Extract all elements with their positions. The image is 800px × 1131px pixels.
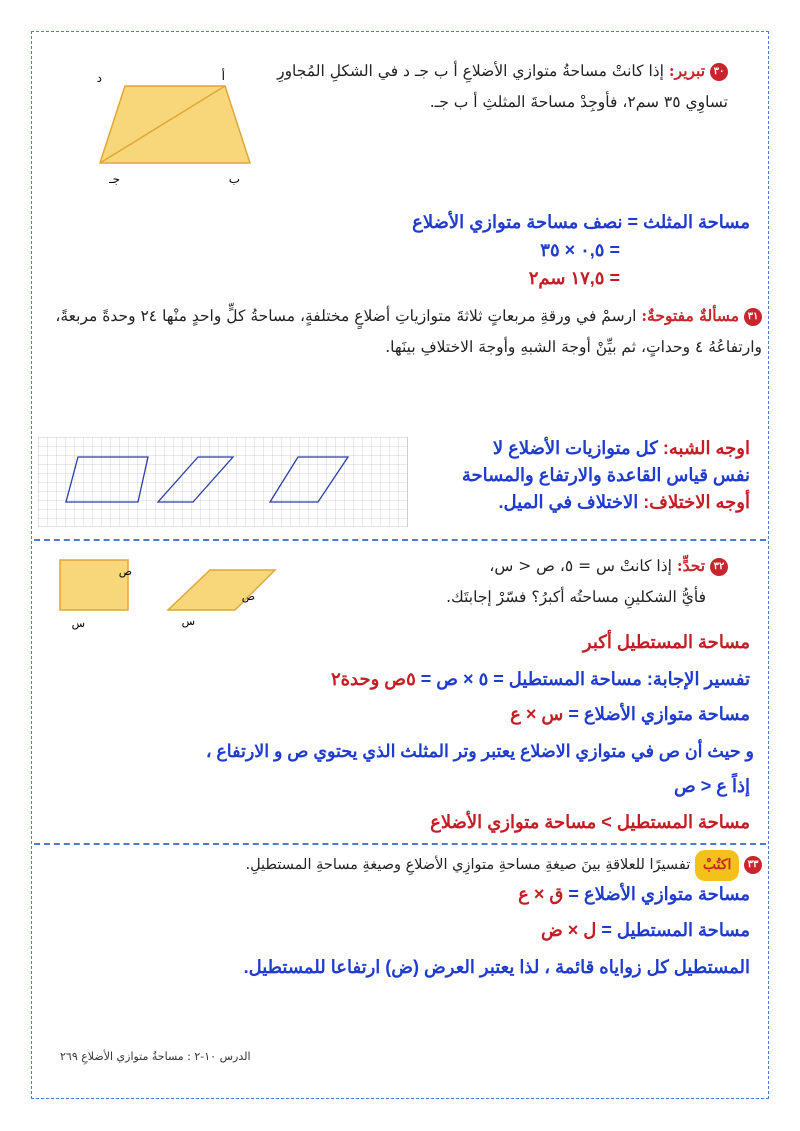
para-side-label: ص [241, 590, 255, 603]
question-text: إذا كانتْ مساحةُ متوازي الأضلاعِ أ ب جـ د في الشكلِ المُجاورِ تساوِي ٣٥ سم٢، فأوجِدْ مساحةَ المثلثِ أ ب جـ. [277, 62, 728, 111]
question-32 [368, 550, 728, 613]
question-number: ٣٠ [710, 63, 728, 81]
parallelogram-formula-label: مساحة متوازي الأضلاع = [568, 884, 750, 904]
vertex-label-a: أ [221, 69, 225, 83]
shapes-diagram [50, 555, 280, 630]
question-text-2: فأيُّ الشكلينِ مساحتُه أكبرُ؟ فسّرْ إجابتَك. [446, 588, 706, 606]
differences-text: الاختلاف في الميل. [498, 492, 639, 512]
question-32-line-1 [368, 550, 728, 582]
answer-30-line-3: = ١٧,٥ سم٢ [528, 268, 620, 288]
parallelogram-shape [168, 570, 275, 610]
separator-1 [34, 539, 766, 541]
question-number: ٣١ [744, 308, 762, 326]
answer-33-line-1 [518, 884, 750, 905]
answer-31-line-2: نفس قياس القاعدة والارتفاع والمساحة [461, 465, 750, 485]
question-30 [258, 55, 728, 118]
answer-32-line-6: مساحة المستطيل > مساحة متوازي الأضلاع [430, 812, 750, 832]
question-31 [42, 300, 762, 363]
parallelogram-shape [100, 86, 250, 163]
answer-32-line-5: إذاً ع < ص [673, 776, 750, 796]
para-base-label: س [181, 615, 195, 628]
separator-2 [34, 843, 766, 845]
question-title: تبرير: [668, 61, 706, 80]
answer-33-line-2 [541, 920, 750, 941]
question-number: ٣٣ [744, 856, 762, 874]
answer-32-line-3 [510, 704, 750, 725]
graph-paper [38, 437, 408, 527]
rect-side-label: ص [118, 565, 132, 578]
parallelogram-formula: ق × ع [518, 884, 564, 904]
answer-32-line-4: و حيث أن ص في متوازي الاضلاع يعتبر وتر المثلث الذي يحتوي ص و الارتفاع ، [205, 741, 754, 761]
question-text: تفسيرًا للعلاقةِ بينَ صيغةِ مساحةِ متوازِي الأضلاعِ وصيغةِ مساحةِ المستطيلِ. [245, 857, 691, 873]
parallelogram-area-label: مساحة متوازي الأضلاع = [568, 704, 750, 724]
rectangle-formula: ل × ض [540, 920, 597, 940]
question-number: ٣٢ [710, 558, 728, 576]
question-33 [42, 850, 762, 881]
answer-31-differences [498, 492, 750, 513]
answer-33-line-3: المستطيل كل زواياه قائمة ، لذا يعتبر العرض (ض) ارتفاعا للمستطيل. [243, 957, 750, 977]
similarities-text: كل متوازيات الأضلاع لا [492, 438, 658, 458]
answer-32-line-1: مساحة المستطيل أكبر [582, 632, 750, 652]
answer-30-line-1: مساحة المثلث = نصف مساحة متوازي الأضلاع [412, 212, 750, 232]
parallelogram-diagram [80, 68, 270, 188]
similarities-label: اوجه الشبه: [662, 438, 750, 458]
parallelogram-area-formula: س × ع [510, 704, 564, 724]
question-text-1: إذا كانتْ س = ٥، ص < س، [489, 557, 672, 575]
rect-base-label: س [71, 617, 85, 630]
rectangle-formula-label: مساحة المستطيل = [601, 920, 750, 940]
differences-label: أوجه الاختلاف: [643, 492, 750, 512]
answer-30-line-2: = ٠,٥ × ٣٥ [540, 240, 620, 260]
explanation-text: تفسير الإجابة: مساحة المستطيل = ٥ × ص = [420, 669, 750, 689]
explanation-result: ٥ص وحدة٢ [330, 669, 416, 689]
question-text: ارسمْ في ورقةِ مربعاتٍ ثلاثةَ متوازياتِ أضلاعٍ مختلفةٍ، مساحةُ كلٍّ واحدٍ منْها ٢٤ وحدةً مربعةً، وارتفاعُهُ ٤ وحداتٍ، ثم بيِّنْ أوجهَ الشبهِ وأوجهَ الاختلافِ بينَها. [55, 307, 762, 356]
answer-31-similarities [493, 438, 750, 459]
question-title: تحدٍّ: [676, 556, 706, 575]
question-title: مسألةٌ مفتوحةٌ: [641, 306, 740, 325]
write-badge: اكتُبْ [695, 850, 740, 881]
vertex-label-b: ب [228, 172, 240, 186]
vertex-label-d: د [96, 71, 102, 85]
answer-32-line-2 [331, 669, 750, 690]
vertex-label-c: جـ [109, 172, 120, 186]
page-footer: الدرس ١٠-٢ : مساحةُ متوازي الأضلاعِ ٢٦٩ [60, 1050, 251, 1063]
